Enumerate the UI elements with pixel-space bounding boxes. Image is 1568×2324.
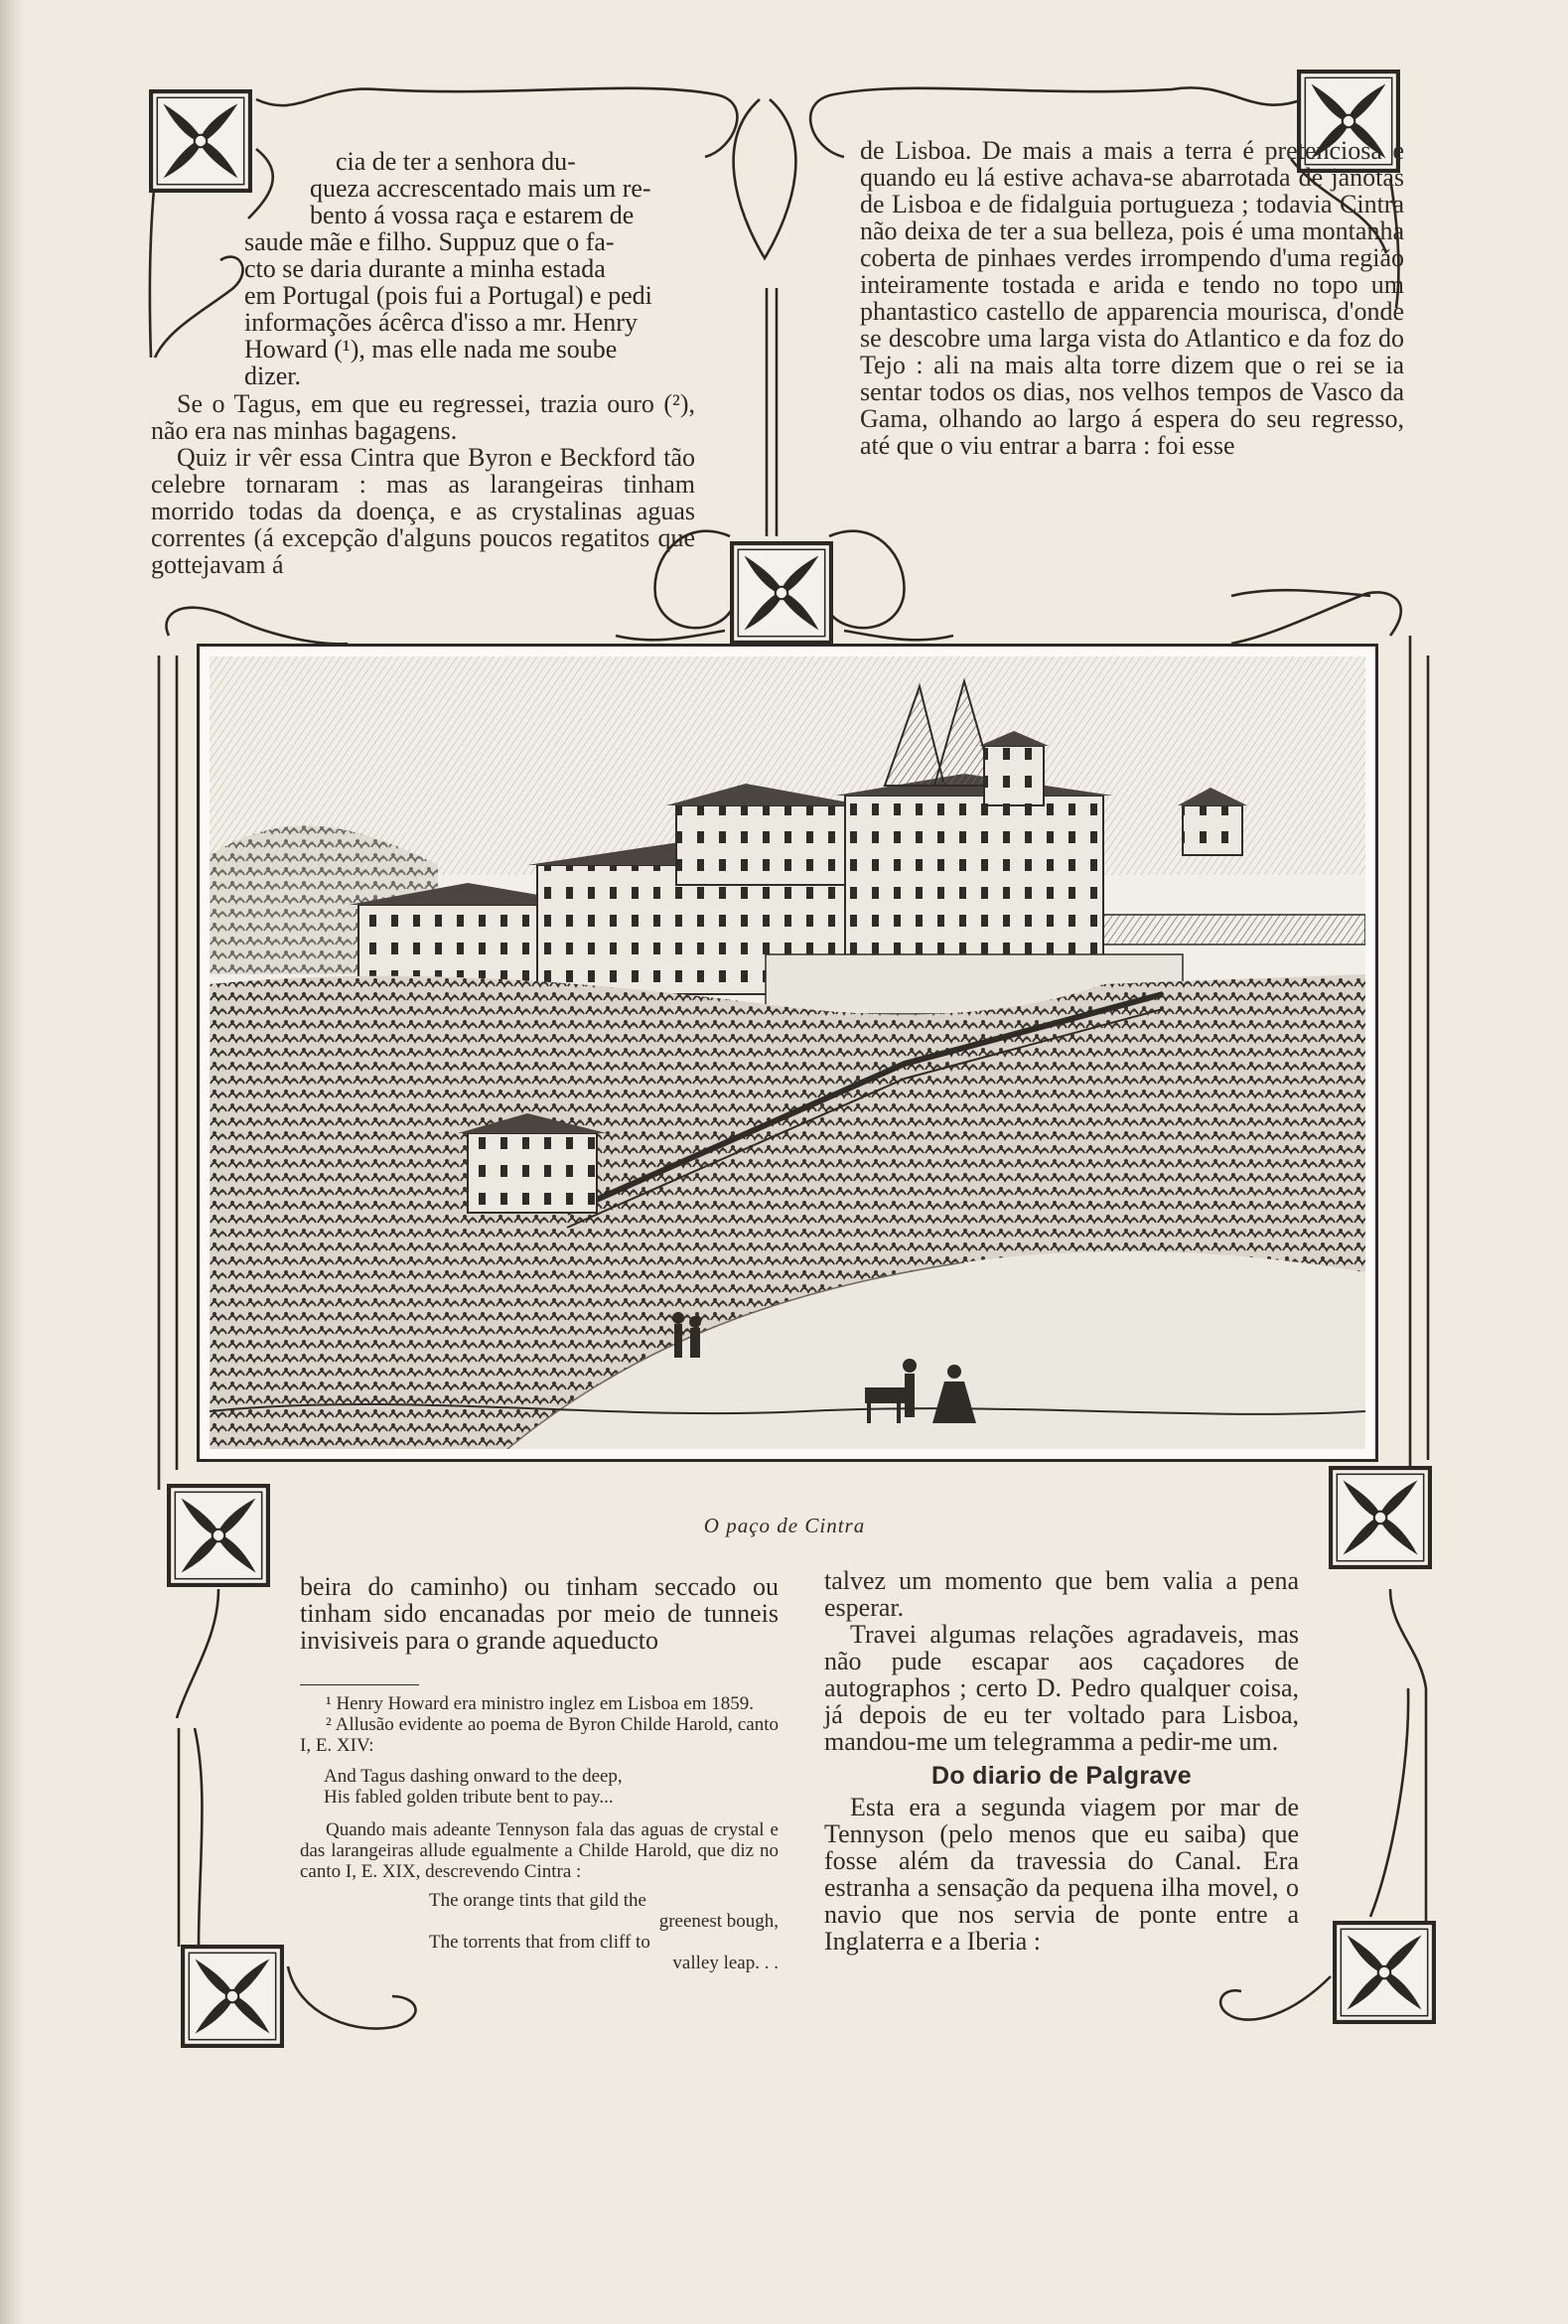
verse-line: greenest bough, [658, 1911, 779, 1932]
paragraph: Travei algumas relações agradaveis, mas não pude escapar aos caçadores de autographos ; certo D. Pedro qualquer coisa, já depois de eu ter voltado para Lisboa, mandou-me um telegramma a pedir-me um. [824, 1620, 1299, 1756]
text-line: queza accrescentado mais um re- [310, 174, 651, 203]
ornament-tile-center [730, 541, 833, 645]
ornament-tile-bottom-left [181, 1945, 284, 2048]
paragraph: talvez um momento que bem valia a pena esperar. [824, 1566, 1299, 1622]
text-line: em Portugal (pois fui a Portugal) e pedi [244, 281, 652, 310]
text-line: informações ácêrca d'isso a mr. Henry [244, 308, 638, 337]
verse-line: And Tagus dashing onward to the deep, [324, 1766, 623, 1787]
footnote-3: Quando mais adeante Tennyson fala das aguas de crystal e das larangeiras allude egualmente a Childe Harold, que diz no canto I, E. XIX, descrevendo Cintra : [300, 1819, 779, 1882]
engraving-paco-de-cintra [197, 644, 1378, 1462]
column-bottom-right [824, 1567, 1299, 1955]
footnote-1: ¹ Henry Howard era ministro inglez em Lisboa em 1859. [326, 1693, 754, 1714]
text-line: Howard (¹), mas elle nada me soube [244, 335, 618, 363]
text-line: cto se daria durante a minha estada [244, 254, 606, 283]
ornament-tile-top-left [149, 89, 252, 193]
footnote-2: ² Allusão evidente ao poema de Byron Childe Harold, canto I, E. XIV: [300, 1714, 779, 1756]
verse-line: The torrents that from cliff to [429, 1932, 650, 1953]
verse-line: His fabled golden tribute bent to pay... [324, 1787, 614, 1808]
paragraph: beira do caminho) ou tinham seccado ou tinham sido encanadas por meio de tunneis invisiveis para o grande aqueducto [300, 1572, 779, 1655]
section-heading: Do diario de Palgrave [931, 1762, 1192, 1790]
text-line: cia de ter a senhora du- [336, 147, 576, 176]
paragraph: de Lisboa. De mais a mais a terra é pretenciosa e quando eu lá estive achava-se abarrotada de janotas de Lisboa e de fidalguia portugueza ; todavia Cintra não deixa de ter a sua belleza, pois é uma montanha coberta de pinhaes verdes irrompendo d'uma região inteiramente tostada e arida e tendo no topo um phantastico castello de apparencia mourisca, d'onde se descobre uma larga vista do Atlantico e da foz do Tejo : ali na mais alta torre dizem que o rei se ia sentar todos os dias, nos velhos tempos de Vasco da Gama, olhando ao largo á espera do seu regresso, até que o viu entrar a barra : foi esse [860, 136, 1404, 460]
column-top-left-lower [151, 390, 695, 578]
verse-quote-b [300, 1890, 779, 1973]
column-bottom-left [300, 1573, 779, 1654]
verse-quote-a [300, 1766, 779, 1808]
text-line: saude mãe e filho. Suppuz que o fa- [244, 227, 615, 256]
text-line: bento á vossa raça e estarem de [310, 201, 635, 229]
paragraph: Se o Tagus, em que eu regressei, trazia ouro (²), não era nas minhas bagagens. [151, 389, 695, 445]
footnote-rule [300, 1684, 419, 1685]
verse-line: valley leap. . . [672, 1953, 779, 1973]
text-line: dizer. [244, 362, 302, 390]
paragraph: Quiz ir vêr essa Cintra que Byron e Beckford tão celebre tornaram : mas as larangeiras tinham morrido todas da doença, e as crystalinas aguas correntes (á excepção d'alguns poucos regatitos que gottejavam á [151, 443, 695, 579]
column-top-right [860, 137, 1404, 459]
ornament-tile-mid-left [167, 1484, 270, 1587]
footnotes [300, 1684, 779, 1973]
ornament-tile-bottom-right [1333, 1921, 1436, 2024]
paragraph: Esta era a segunda viagem por mar de Tennyson (pelo menos que eu saiba) que fosse além da travessia do Canal. Era estranha a sensação da pequena ilha movel, o navio que nos servia de ponte entre a Inglaterra e a Iberia : [824, 1793, 1299, 1956]
image-caption: O paço de Cintra [703, 1514, 866, 1537]
ornament-tile-mid-right [1329, 1466, 1432, 1569]
verse-line: The orange tints that gild the [429, 1890, 646, 1911]
